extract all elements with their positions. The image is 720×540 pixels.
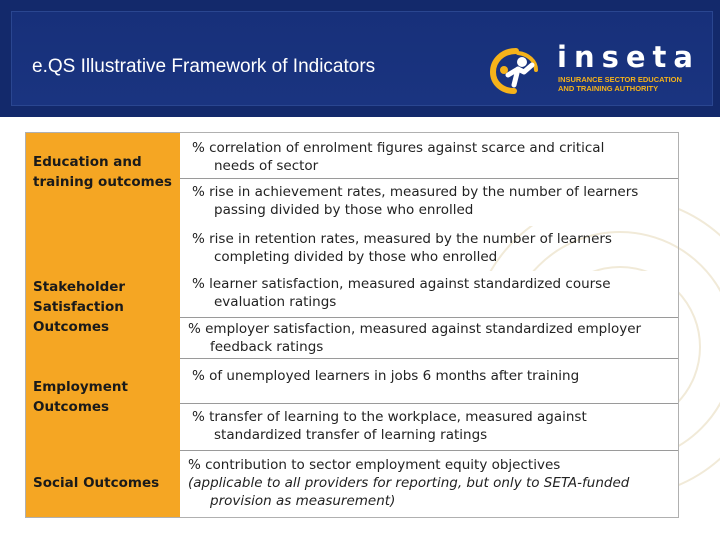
category-column (26, 133, 180, 517)
page-title: e.QS Illustrative Framework of Indicators (32, 56, 376, 77)
category-education: Education and training outcomes (33, 154, 172, 190)
inseta-logo-icon (488, 45, 544, 95)
indicator-row (180, 271, 678, 318)
indicator-text: % rise in achievement rates, measured by the number of learners passing divided by those who enrolled (192, 184, 639, 218)
indicator-row (180, 404, 678, 451)
indicator-column-lower (180, 133, 678, 517)
indicator-text: % of unemployed learners in jobs 6 months after training (192, 368, 580, 384)
indicator-text: % learner satisfaction, measured against standardized course evaluation ratings (192, 276, 611, 310)
indicator-text: % correlation of enrolment figures against scarce and critical needs of sector (192, 140, 605, 174)
indicator-row (180, 451, 678, 517)
indicator-text: % employer satisfaction, measured against standardized employer feedback ratings (188, 321, 642, 355)
indicator-row (180, 359, 678, 404)
category-stakeholder: Stakeholder Satisfaction Outcomes (33, 279, 126, 335)
indicator-row (180, 318, 678, 359)
logo-subtitle-line1: INSURANCE SECTOR EDUCATION (558, 75, 682, 84)
indicator-text: % transfer of learning to the workplace, measured against standardized transfer of learning ratings (192, 409, 587, 443)
category-social: Social Outcomes (33, 475, 160, 491)
indicators-table (25, 132, 679, 518)
logo-subtitle (558, 76, 682, 93)
category-employment: Employment Outcomes (33, 379, 128, 415)
logo-subtitle-line2: AND TRAINING AUTHORITY (558, 83, 659, 93)
indicator-text: % contribution to sector employment equity objectives (applicable to all providers for reporting, but only to SETA-funded provision as measurement) (188, 457, 630, 509)
header-bar (0, 0, 720, 117)
indicator-text: % rise in retention rates, measured by the number of learners completing divided by those who enrolled (192, 231, 612, 265)
header-panel (11, 11, 713, 106)
logo-wordmark: inseta (557, 40, 700, 74)
